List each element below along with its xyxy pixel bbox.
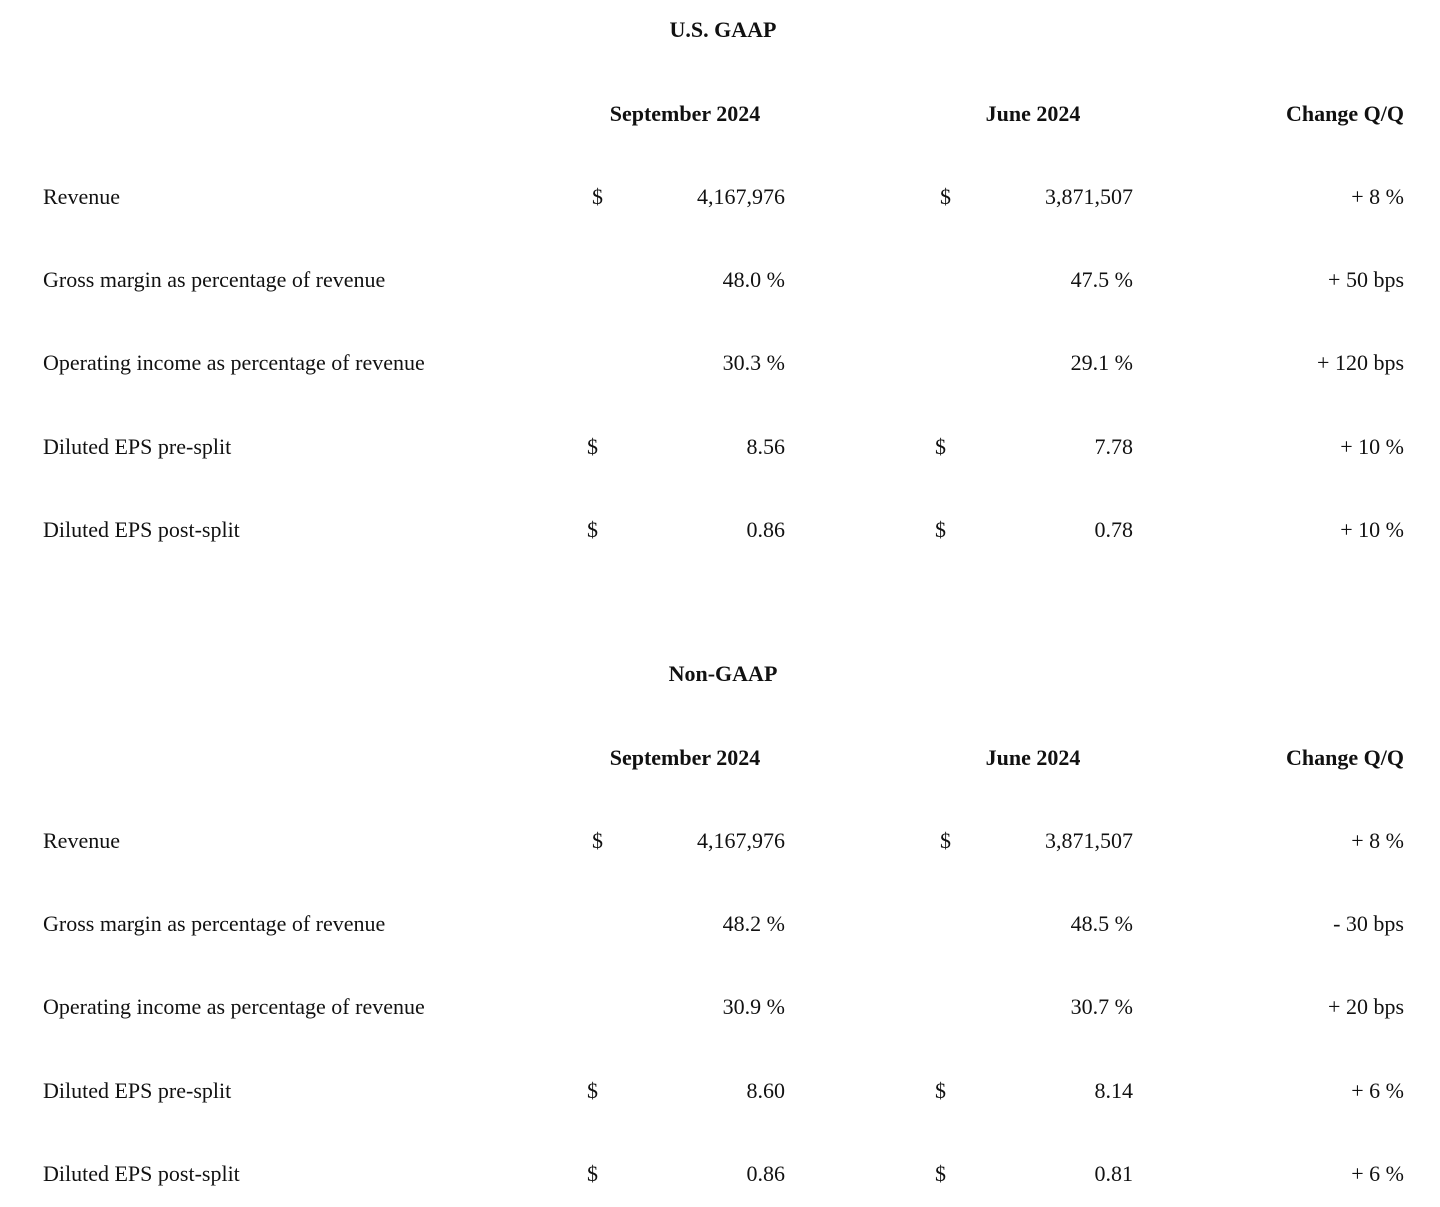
sep-dollar-sign: $ [587,434,598,459]
nongaap-row-gross-margin [0,910,1440,940]
jun-value: 8.14 [1094,1078,1133,1103]
jun-dollar-sign: $ [935,1161,946,1186]
jun-value: 3,871,507 [1045,184,1133,209]
jun-dollar-sign: $ [940,184,951,209]
change-value: + 8 % [1351,184,1404,209]
jun-value: 3,871,507 [1045,828,1133,853]
row-label: Revenue [43,184,120,209]
change-value: + 20 bps [1328,994,1404,1019]
change-value: + 50 bps [1328,267,1404,292]
jun-value: 7.78 [1094,434,1133,459]
sep-value: 4,167,976 [697,184,785,209]
sep-dollar-sign: $ [592,828,603,853]
sep-value: 48.2 % [722,911,785,936]
jun-value: 47.5 % [1070,267,1133,292]
gaap-header-june: June 2024 [985,101,1081,126]
jun-value: 48.5 % [1070,911,1133,936]
gaap-row-gross-margin [0,266,1440,296]
nongaap-header-change: Change Q/Q [1286,745,1404,770]
jun-dollar-sign: $ [935,434,946,459]
gaap-header-change: Change Q/Q [1286,101,1404,126]
nongaap-row-revenue [0,827,1440,857]
jun-value: 29.1 % [1070,350,1133,375]
jun-value: 0.78 [1094,517,1133,542]
row-label: Diluted EPS pre-split [43,434,232,459]
sep-value: 0.86 [746,1161,785,1186]
gaap-row-eps-post-split [0,516,1440,546]
jun-value: 30.7 % [1070,994,1133,1019]
row-label: Operating income as percentage of revenue [43,350,425,375]
nongaap-header-september: September 2024 [609,745,761,770]
nongaap-title: Non-GAAP [668,661,778,686]
change-value: + 6 % [1351,1161,1404,1186]
gaap-header-september: September 2024 [609,101,761,126]
change-value: + 10 % [1340,434,1404,459]
gaap-row-revenue [0,183,1440,213]
gaap-row-eps-pre-split [0,433,1440,463]
sep-dollar-sign: $ [587,1078,598,1103]
change-value: - 30 bps [1333,911,1404,936]
sep-value: 30.3 % [722,350,785,375]
row-label: Gross margin as percentage of revenue [43,267,386,292]
sep-value: 8.60 [746,1078,785,1103]
sep-dollar-sign: $ [587,1161,598,1186]
nongaap-row-operating-income [0,993,1440,1023]
sep-value: 0.86 [746,517,785,542]
jun-dollar-sign: $ [935,517,946,542]
gaap-row-operating-income [0,349,1440,379]
jun-dollar-sign: $ [935,1078,946,1103]
sep-dollar-sign: $ [592,184,603,209]
change-value: + 6 % [1351,1078,1404,1103]
row-label: Operating income as percentage of revenue [43,994,425,1019]
nongaap-row-eps-pre-split [0,1077,1440,1107]
gaap-title: U.S. GAAP [669,17,777,42]
sep-value: 30.9 % [722,994,785,1019]
sep-dollar-sign: $ [587,517,598,542]
jun-dollar-sign: $ [940,828,951,853]
sep-value: 48.0 % [722,267,785,292]
change-value: + 120 bps [1317,350,1404,375]
sep-value: 8.56 [746,434,785,459]
change-value: + 8 % [1351,828,1404,853]
row-label: Revenue [43,828,120,853]
jun-value: 0.81 [1094,1161,1133,1186]
change-value: + 10 % [1340,517,1404,542]
row-label: Diluted EPS post-split [43,517,240,542]
nongaap-row-eps-post-split [0,1160,1440,1190]
sep-value: 4,167,976 [697,828,785,853]
row-label: Diluted EPS post-split [43,1161,240,1186]
nongaap-header-june: June 2024 [985,745,1081,770]
row-label: Diluted EPS pre-split [43,1078,232,1103]
row-label: Gross margin as percentage of revenue [43,911,386,936]
